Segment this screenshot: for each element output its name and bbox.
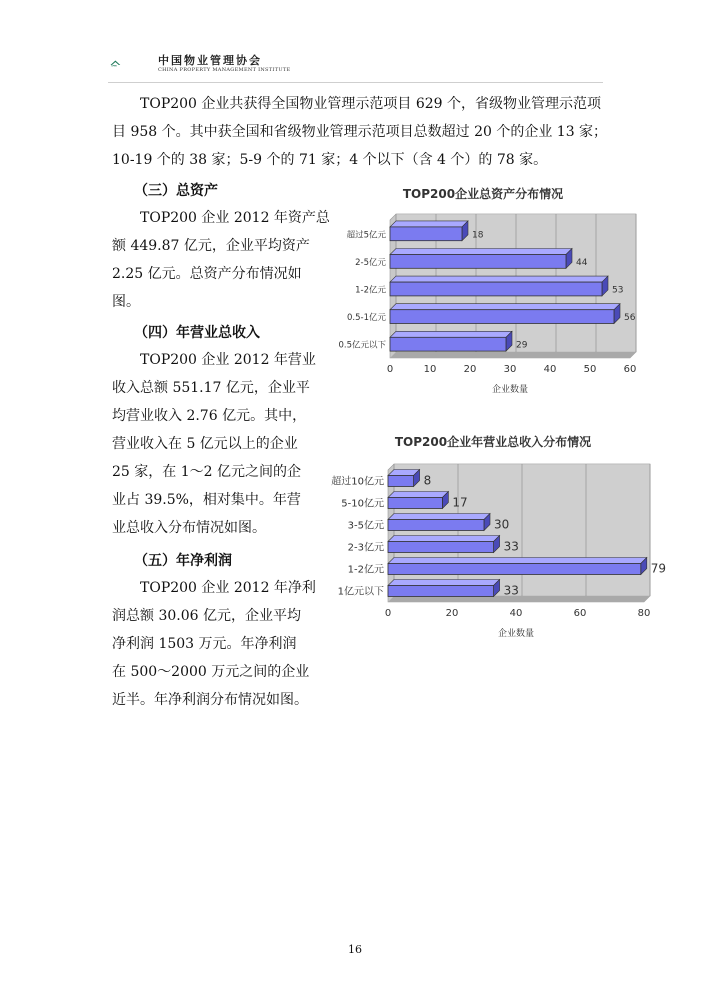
- section-revenue-line: 业总收入分布情况如图。: [112, 520, 266, 536]
- x-tick-label: 30: [503, 364, 517, 375]
- logo-abbr: CPMI: [111, 65, 117, 68]
- bar-top: [388, 492, 448, 498]
- category-label: 2-3亿元: [347, 542, 384, 554]
- bar: [390, 282, 602, 296]
- x-axis-label: 企业数量: [497, 629, 535, 639]
- section-assets-line: 2.25 亿元。总资产分布情况如: [112, 266, 302, 282]
- bar: [390, 310, 614, 324]
- bar-top: [388, 558, 647, 564]
- section-profit-line: 近半。年净利润分布情况如图。: [112, 692, 308, 708]
- category-label: 2-5亿元: [355, 257, 386, 268]
- bar: [388, 520, 484, 531]
- bar-top: [390, 221, 468, 227]
- intro-line-1: TOP200 企业共获得全国物业管理示范项目 629 个，省级物业管理示范项: [140, 96, 602, 112]
- cpmi-logo: [110, 48, 154, 78]
- section-assets-line: 额 449.87 亿元，企业平均资产: [112, 238, 310, 254]
- data-label: 33: [503, 583, 519, 598]
- x-tick-label: 0: [384, 608, 392, 619]
- category-label: 5-10亿元: [341, 498, 384, 510]
- bar-top: [390, 331, 512, 337]
- data-label: 44: [576, 257, 588, 268]
- bar: [388, 498, 442, 509]
- section-profit-line: TOP200 企业 2012 年净利: [140, 580, 316, 596]
- category-label: 0.5亿元以下: [338, 340, 386, 351]
- x-tick-label: 20: [445, 608, 459, 619]
- chart-revenue: [318, 428, 668, 650]
- data-label: 18: [472, 230, 484, 241]
- bar-top: [390, 249, 572, 255]
- section-heading-assets: （三）总资产: [134, 183, 218, 199]
- x-tick-label: 20: [463, 364, 477, 375]
- section-profit-line: 净利润 1503 万元。年净利润: [112, 636, 297, 652]
- section-heading-revenue: （四）年营业总收入: [134, 325, 260, 341]
- data-label: 8: [423, 473, 432, 488]
- section-revenue-line: 均营业收入 2.76 亿元。其中，: [112, 408, 307, 424]
- section-revenue-line: TOP200 企业 2012 年营业: [140, 352, 316, 368]
- category-label: 0.5-1亿元: [347, 313, 386, 324]
- x-tick-label: 50: [583, 364, 597, 375]
- bar: [388, 476, 414, 487]
- data-label: 53: [612, 285, 624, 296]
- header-divider: [108, 82, 603, 83]
- x-tick-label: 80: [637, 608, 651, 619]
- category-label: 1亿元以下: [337, 586, 384, 598]
- section-assets-line: 图。: [112, 294, 140, 310]
- section-assets-line: TOP200 企业 2012 年资产总: [140, 210, 330, 226]
- category-label: 1-2亿元: [347, 564, 384, 576]
- data-label: 17: [452, 495, 468, 510]
- section-profit-line: 在 500～2000 万元之间的企业: [112, 664, 310, 680]
- org-name-cn: 中国物业管理协会: [158, 54, 262, 67]
- section-revenue-line: 25 家，在 1～2 亿元之间的企: [112, 464, 301, 480]
- bar-top: [388, 514, 490, 520]
- section-revenue-line: 收入总额 551.17 亿元，企业平: [112, 380, 310, 396]
- x-tick-label: 40: [543, 364, 557, 375]
- intro-line-3: 10-19 个的 38 家；5-9 个的 71 家；4 个以下（含 4 个）的 78 家。: [112, 152, 548, 168]
- data-label: 79: [650, 561, 667, 576]
- bar: [388, 542, 494, 553]
- category-label: 3-5亿元: [347, 520, 384, 532]
- category-label: 超过5亿元: [346, 230, 386, 241]
- x-tick-label: 60: [623, 364, 637, 375]
- x-tick-label: 0: [386, 364, 394, 375]
- chart-floor: [390, 352, 636, 358]
- data-label: 30: [494, 517, 510, 532]
- x-axis-label: 企业数量: [491, 385, 529, 395]
- bar-top: [388, 580, 500, 586]
- data-label: 33: [503, 539, 519, 554]
- intro-line-2: 目 958 个。其中获全国和省级物业管理示范项目总数超过 20 个的企业 13 家；: [112, 124, 608, 140]
- bar: [390, 337, 506, 351]
- bar: [388, 586, 494, 597]
- x-tick-label: 40: [509, 608, 523, 619]
- section-revenue-line: 营业收入在 5 亿元以上的企业: [112, 436, 298, 452]
- data-label: 56: [624, 313, 636, 324]
- section-heading-profit: （五）年净利润: [134, 553, 232, 569]
- bar-top: [390, 304, 620, 310]
- section-revenue-line: 业占 39.5%，相对集中。年营: [112, 492, 301, 508]
- x-tick-label: 60: [573, 608, 587, 619]
- chart-floor: [388, 596, 650, 602]
- section-profit-line: 润总额 30.06 亿元，企业平均: [112, 608, 301, 624]
- category-label: 超过10亿元: [331, 476, 384, 488]
- bar: [388, 564, 641, 575]
- chart-title: TOP200企业年营业总收入分布情况: [394, 435, 592, 449]
- bar: [390, 255, 566, 269]
- page-number: 16: [348, 943, 362, 956]
- bar: [390, 227, 462, 241]
- org-name-en: CHINA PROPERTY MANAGEMENT INSTITUTE: [158, 67, 291, 73]
- bar-top: [390, 276, 608, 282]
- category-label: 1-2亿元: [355, 285, 386, 296]
- x-tick-label: 10: [423, 364, 437, 375]
- data-label: 29: [516, 340, 528, 351]
- bar-top: [388, 536, 500, 542]
- chart-title: TOP200企业总资产分布情况: [402, 187, 564, 201]
- chart-total-assets: [318, 180, 648, 402]
